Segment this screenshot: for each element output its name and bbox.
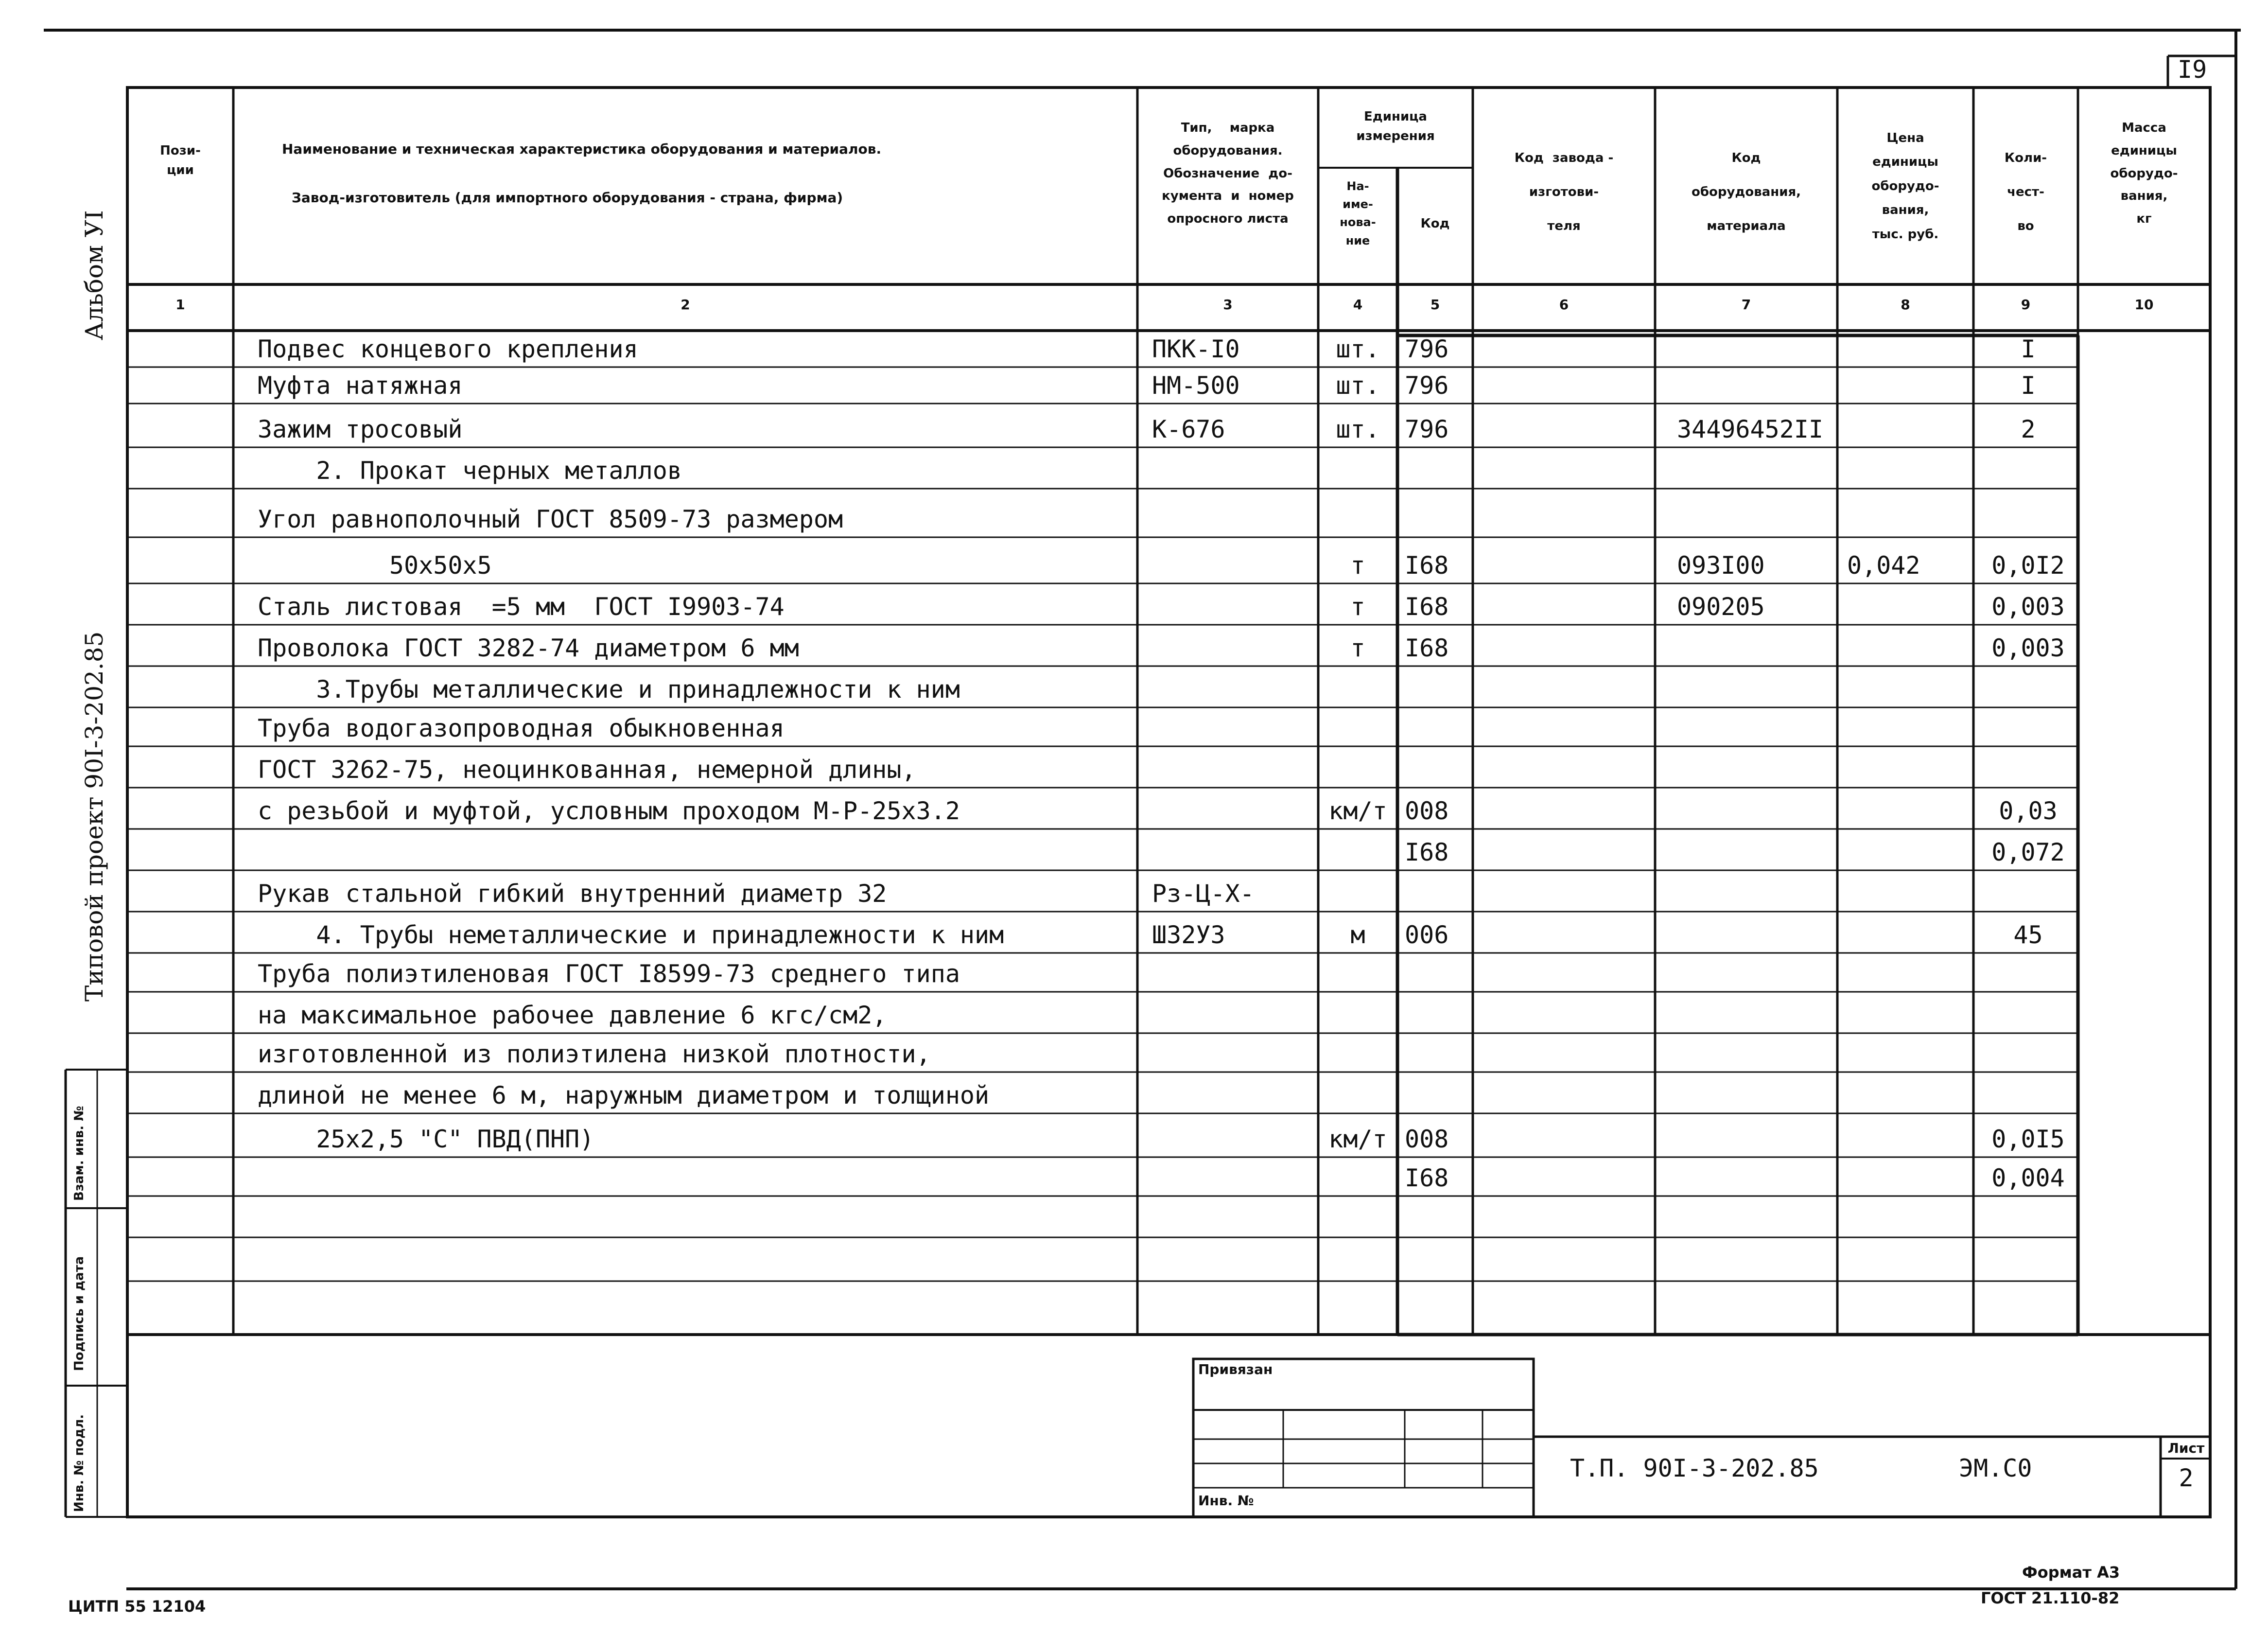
list-number: 2 [2179, 1464, 2194, 1492]
cell-code: I68 [1405, 634, 1449, 662]
col-number-2: 2 [680, 297, 690, 313]
cell-type: ПКК-I0 [1152, 335, 1240, 363]
cell-type: Ш32У3 [1152, 921, 1225, 949]
cell-type: НМ-500 [1152, 371, 1240, 400]
cell-code: I68 [1405, 838, 1449, 866]
cell-unit: шт. [1336, 415, 1380, 443]
cell-name: 3.Трубы металлические и принадлежности к ним [258, 675, 960, 704]
project-label: Типовой проект 90I-3-202.85 [80, 631, 108, 1002]
cell-type: Рз-Ц-Х- [1152, 880, 1255, 908]
cell-name: Проволока ГОСТ 3282-74 диаметром 6 мм [258, 634, 799, 662]
cell-unit: т [1350, 551, 1365, 580]
cell-unit: м [1350, 921, 1365, 949]
cell-mat: 093I00 [1677, 551, 1765, 580]
header-col9: Коли- чест- во [2004, 151, 2047, 234]
cell-qty: 0,003 [1991, 593, 2065, 621]
gost-label: ГОСТ 21.110-82 [1981, 1589, 2120, 1607]
col-number-4: 4 [1353, 297, 1363, 313]
cell-qty: 45 [2013, 921, 2043, 949]
stamp-label-inv: Инв. № подл. [72, 1414, 87, 1512]
cell-price: 0,042 [1847, 551, 1920, 580]
cell-code: 796 [1405, 335, 1449, 363]
cell-code: 008 [1405, 797, 1449, 825]
header-col5: Код [1420, 216, 1450, 231]
cell-qty: I [2021, 371, 2036, 400]
cell-name: Рукав стальной гибкий внутренний диаметр 32 [258, 880, 887, 908]
cell-name: 2. Прокат черных металлов [258, 457, 682, 485]
header-unit-group: Единица измерения [1356, 109, 1435, 144]
cell-name: изготовленной из полиэтилена низкой плотности, [258, 1040, 931, 1068]
cell-name: Муфта натяжная [258, 371, 463, 400]
col-number-10: 10 [2134, 297, 2154, 313]
cell-unit: шт. [1336, 335, 1380, 363]
cell-qty: 0,03 [1999, 797, 2058, 825]
cell-mat: 090205 [1677, 593, 1765, 621]
header-col8: Цена единицы оборудо- вания, тыс. руб. [1871, 131, 1939, 242]
cell-name: 25х2,5 "С" ПВД(ПНП) [258, 1125, 594, 1153]
header-col1: Пози- ции [160, 143, 201, 178]
col-number-5: 5 [1430, 297, 1440, 313]
header-col10: Масса единицы оборудо- вания, кг [2110, 121, 2178, 227]
col-number-3: 3 [1223, 297, 1233, 313]
cell-name: Угол равнополочный ГОСТ 8509-73 размером [258, 505, 843, 533]
cell-unit: т [1350, 593, 1365, 621]
col-number-7: 7 [1741, 297, 1751, 313]
cell-qty: 0,0I5 [1991, 1125, 2065, 1153]
cell-code: 006 [1405, 921, 1449, 949]
bottom-left-code: ЦИТП 55 12104 [68, 1597, 206, 1616]
cell-code: 008 [1405, 1125, 1449, 1153]
header-col2-line1: Наименование и техническая характеристика оборудования и материалов. [282, 141, 882, 157]
cell-name: Труба полиэтиленовая ГОСТ I8599-73 среднего типа [258, 960, 960, 988]
cell-name: на максимальное рабочее давление 6 кгс/см2, [258, 1001, 887, 1029]
col-number-6: 6 [1559, 297, 1569, 313]
stamp-label-vzam: Взам. инв. № [72, 1106, 87, 1201]
cell-name: Зажим тросовый [258, 415, 463, 443]
inv-number-label: Инв. № [1198, 1493, 1254, 1509]
cell-name: с резьбой и муфтой, условным проходом М-Р-25х3.2 [258, 797, 960, 825]
cell-name: Сталь листовая =5 мм ГОСТ I9903-74 [258, 593, 785, 621]
cell-name: Труба водогазопроводная обыкновенная [258, 714, 785, 742]
header-col3: Тип, марка оборудования. Обозначение до- кумента и номер опросного листа [1162, 121, 1294, 227]
page-number: I9 [2178, 55, 2207, 84]
cell-qty: 0,0I2 [1991, 551, 2065, 580]
document-mark: ЭМ.С0 [1959, 1454, 2032, 1482]
cell-qty: 0,003 [1991, 634, 2065, 662]
privyazan-label: Привязан [1198, 1361, 1273, 1377]
cell-code: I68 [1405, 551, 1449, 580]
header-col4: На- име- нова- ние [1340, 179, 1376, 247]
header-col6: Код завода - изготови- теля [1514, 151, 1614, 234]
format-label: Формат А3 [2022, 1563, 2120, 1582]
header-col7: Код оборудования, материала [1691, 151, 1801, 234]
cell-code: 796 [1405, 371, 1449, 400]
cell-name: 4. Трубы неметаллические и принадлежности к ним [258, 921, 1004, 949]
cell-qty: 2 [2021, 415, 2036, 443]
header-col2-line2: Завод-изготовитель (для импортного оборудования - страна, фирма) [292, 190, 843, 206]
cell-name: 50х50х5 [258, 551, 492, 580]
cell-name: Подвес концевого крепления [258, 335, 638, 363]
cell-name: длиной не менее 6 м, наружным диаметром и толщиной [258, 1081, 990, 1109]
cell-code: 796 [1405, 415, 1449, 443]
list-label: Лист [2167, 1440, 2205, 1456]
col-number-1: 1 [175, 297, 185, 313]
cell-mat: 34496452II [1677, 415, 1824, 443]
cell-unit: км/т [1328, 797, 1387, 825]
album-label: Альбом УI [80, 210, 108, 340]
cell-code: I68 [1405, 1164, 1449, 1192]
document-code: Т.П. 90I-3-202.85 [1570, 1454, 1819, 1482]
cell-name: ГОСТ 3262-75, неоцинкованная, немерной длины, [258, 756, 916, 784]
cell-unit: шт. [1336, 371, 1380, 400]
cell-code: I68 [1405, 593, 1449, 621]
cell-unit: км/т [1328, 1125, 1387, 1153]
cell-qty: I [2021, 335, 2036, 363]
col-number-9: 9 [2021, 297, 2031, 313]
col-number-8: 8 [1901, 297, 1910, 313]
stamp-label-podpis: Подпись и дата [72, 1256, 87, 1371]
cell-type: К-676 [1152, 415, 1225, 443]
cell-qty: 0,072 [1991, 838, 2065, 866]
cell-qty: 0,004 [1991, 1164, 2065, 1192]
cell-unit: т [1350, 634, 1365, 662]
